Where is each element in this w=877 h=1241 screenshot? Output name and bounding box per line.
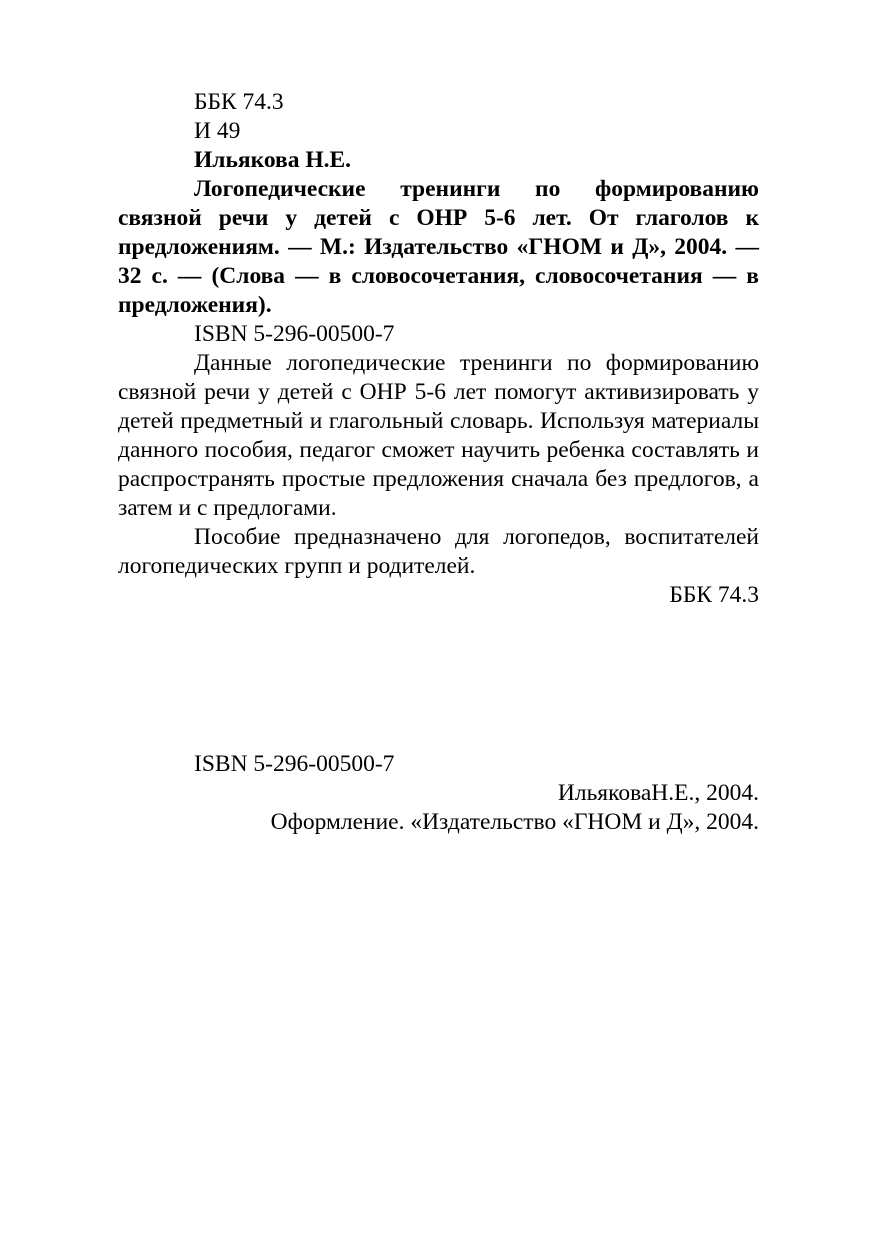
footer-isbn: ISBN 5-296-00500-7 [194, 751, 395, 777]
book-title: Логопедические тренинги по формированию связной речи у детей с ОНР 5-6 лет. От глаголов к предложениям. — М.: Издательство «ГНОМ и Д», 2004. — 32 с. — (Слова — в словосочетания, словосочетания — в предложения). [118, 176, 759, 318]
copyright-design: Оформление. «Издательство «ГНОМ и Д», 2004. [270, 809, 759, 835]
bibliographic-block [118, 88, 759, 610]
bbk-right: ББК 74.3 [669, 582, 759, 608]
copyright-author: ИльяковаН.Е., 2004. [557, 780, 759, 806]
bbk-code: ББК 74.3 [194, 89, 284, 115]
author-sign: И 49 [194, 118, 241, 144]
annotation-paragraph-2: Пособие предназначено для логопедов, воспитателей логопедических групп и родителей. [118, 524, 759, 579]
isbn-line: ISBN 5-296-00500-7 [194, 321, 395, 347]
copyright-block [118, 750, 759, 837]
annotation-paragraph-1: Данные логопедические тренинги по формированию связной речи у детей с ОНР 5-6 лет помогут активизировать у детей предметный и глагольный словарь. Используя материалы данного пособия, педагог сможет научить ребенка составлять и распространять простые предложения сначала без предлогов, а затем и с предлогами. [118, 350, 759, 521]
author-name: Ильякова Н.Е. [194, 147, 352, 173]
